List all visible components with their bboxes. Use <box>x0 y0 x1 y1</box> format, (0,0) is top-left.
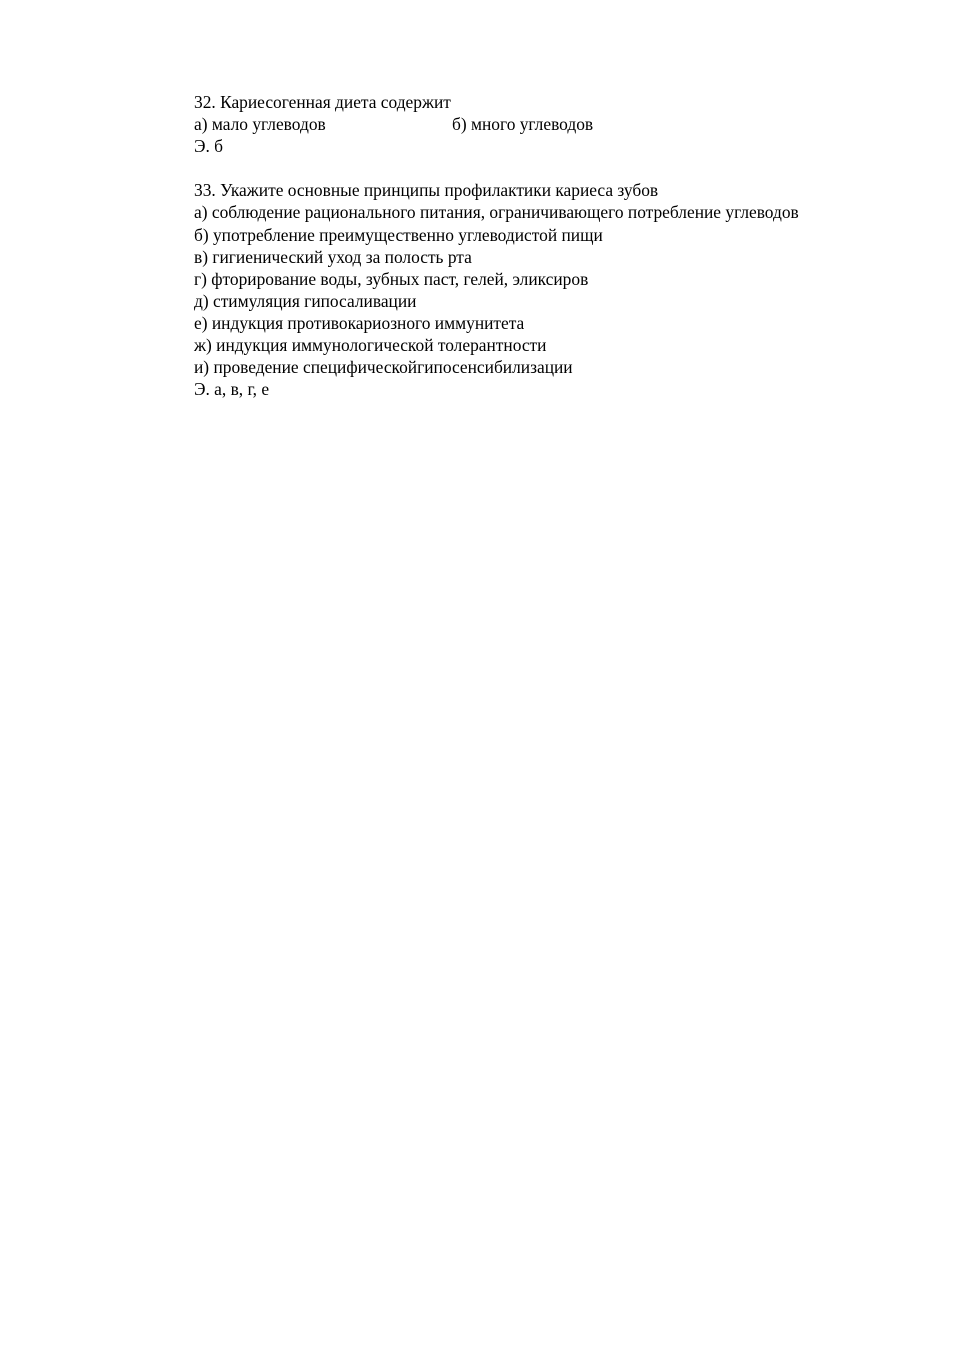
question-32-option-a: а) мало углеводов <box>194 114 326 135</box>
question-33-option: а) соблюдение рационального питания, ограничивающего потребление углеводов <box>194 202 799 223</box>
question-32-options <box>194 113 894 135</box>
question-32-option-b: б) много углеводов <box>452 114 594 135</box>
spacer <box>194 157 894 179</box>
question-33-option: г) фторирование воды, зубных паст, гелей, эликсиров <box>194 268 589 289</box>
question-33-option: б) употребление преимущественно углеводистой пищи <box>194 224 603 245</box>
question-33-option: и) проведение специфическойгипосенсибилизации <box>194 357 573 378</box>
question-33-title: 33. Укажите основные принципы профилактики кариеса зубов <box>194 180 659 201</box>
question-33-option: д) стимуляция гипосаливации <box>194 290 417 311</box>
document-content <box>194 91 894 400</box>
question-33-answer: Э. а, в, г, е <box>194 379 270 400</box>
question-32-answer: Э. б <box>194 136 224 157</box>
question-33-option: в) гигиенический уход за полость рта <box>194 246 472 267</box>
question-32-title: 32. Кариесогенная диета содержит <box>194 92 451 112</box>
question-33-option: ж) индукция иммунологической толерантности <box>194 335 547 356</box>
question-33-option: е) индукция противокариозного иммунитета <box>194 312 525 333</box>
question-33 <box>194 179 894 400</box>
question-32 <box>194 91 894 157</box>
